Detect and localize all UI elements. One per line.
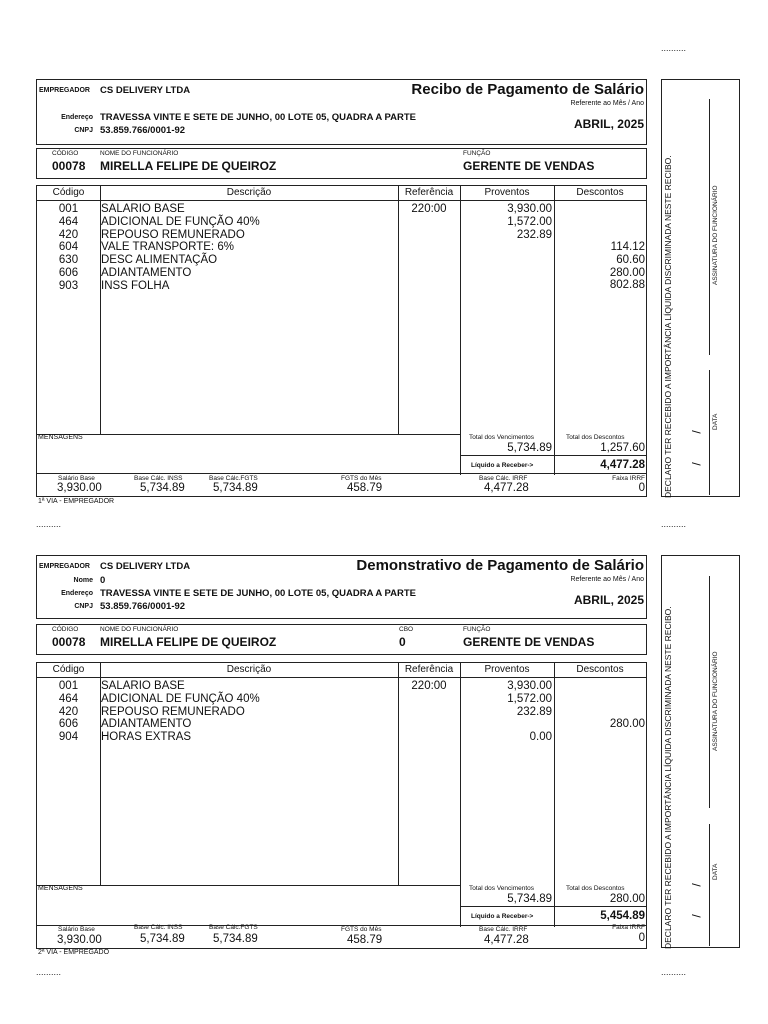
row-deduction: 280.00 [609,718,645,730]
row-code: 604 [58,241,79,254]
row-code: 001 [58,680,79,692]
items-table [36,662,647,926]
document-title: Recibo de Pagamento de Salário [411,81,644,98]
col-description-header: Descrição [226,664,272,675]
row-earning: 3,930.00 [507,680,552,692]
row-reference: 220:00 [411,680,447,692]
footer-label: FGTS do Mês [341,926,382,933]
row-code: 630 [58,254,79,267]
copy-label: 2ª VIA - EMPREGADO [38,949,110,956]
row-earning: 232.89 [516,228,552,241]
address-label: Endereço [61,114,93,121]
row-code: 606 [58,718,79,731]
col-divider [398,663,399,885]
row-description: ADIANTAMENTO [101,266,192,279]
signature-panel [661,79,740,497]
reference-month: ABRIL, 2025 [573,117,644,131]
code-label: CÓDIGO [52,626,79,633]
footer-value: 5,734.89 [213,933,258,945]
employee-function: GERENTE DE VENDAS [463,159,595,173]
row-code: 420 [58,705,79,718]
reference-label: Referente ao Mês / Ano [570,576,644,583]
footer-value: 0 [638,932,645,944]
totals-divider [460,455,646,456]
header-box [36,555,647,619]
footer-value: 4,477.28 [484,934,529,946]
declaration-text: DECLARO TER RECEBIDO A IMPORTÂNCIA LÍQUIDA DISCRIMINADA NESTE RECIBO. [663,155,673,498]
footer-label: Faixa IRRF [612,924,645,931]
row-earning: 1,572.00 [507,692,552,705]
row-code: 606 [58,266,79,279]
row-code: 464 [58,692,79,705]
row-description: SALARIO BASE [101,203,185,215]
total-earnings: 5,734.89 [507,893,552,905]
col-reference-header: Referência [404,187,454,198]
footer-label: Salário Base [58,926,95,933]
col-divider [554,186,555,475]
total-earnings: 5,734.89 [507,442,552,454]
items-table [36,185,647,474]
name-label: Nome [73,577,93,584]
footer-value: 458.79 [347,482,383,494]
row-earning: 0.00 [529,731,552,744]
row-descriptions [101,680,260,744]
code-label: CÓDIGO [52,150,79,157]
footer-value: 3,930.00 [57,934,102,946]
footer-label: Salário Base [58,475,95,482]
footer-label: Faixa IRRF [612,475,645,482]
employee-code: 00078 [52,635,86,649]
cbo-value: 0 [399,635,406,649]
row-references [398,680,460,693]
footer-value: 5,734.89 [140,933,185,945]
row-earnings [460,203,552,241]
row-descriptions [101,203,260,293]
employer-label: EMPREGADOR [39,563,90,570]
row-reference: 220:00 [411,203,447,215]
total-earnings-label: Total dos Vencimentos [469,885,535,892]
footer-value: 0 [638,482,645,494]
employee-name-label: NOME DO FUNCIONÁRIO [100,626,179,633]
cnpj-value: 53.859.766/0001-92 [100,125,186,136]
cut-mark: .......... [36,967,62,977]
function-label: FUNÇÃO [463,626,491,633]
footer-label: Base Cálc. INSS [134,924,183,931]
summary-footer [36,474,647,497]
row-deduction: 802.88 [609,279,645,292]
cnpj-value: 53.859.766/0001-92 [100,601,186,612]
row-earning [460,718,552,731]
col-code-header: Código [52,187,85,198]
row-earning: 3,930.00 [507,203,552,215]
reference-month: ABRIL, 2025 [573,593,644,607]
date-label: DATA [712,413,719,430]
row-description: SALARIO BASE [101,680,185,692]
date-label: DATA [712,863,719,880]
employer-label: EMPREGADOR [39,87,90,94]
date-slash: / [689,430,704,434]
row-description: ADIANTAMENTO [101,718,192,731]
row-description: INSS FOLHA [101,279,170,292]
date-slash: / [689,462,704,466]
cut-mark: .......... [661,43,687,53]
footer-value: 4,477.28 [484,482,529,494]
col-description-header: Descrição [226,187,272,198]
col-earnings-header: Proventos [484,664,530,675]
footer-label: Base Cálc. IRRF [479,926,528,933]
footer-label: FGTS do Mês [341,475,382,482]
row-deduction: 60.60 [616,253,645,266]
header-box [36,79,647,145]
row-earnings [460,680,552,744]
date-slash: / [689,883,704,887]
row-deduction: 114.12 [610,241,645,253]
row-earning: 1,572.00 [507,215,552,228]
employee-box [36,148,647,179]
row-description: ADICIONAL DE FUNÇÃO 40% [101,692,260,705]
signature-panel [661,555,740,948]
footer-value: 5,734.89 [140,482,185,494]
address-value: TRAVESSA VINTE E SETE DE JUNHO, 00 LOTE 05, QUADRA A PARTE [100,112,417,123]
row-code: 464 [58,215,79,228]
signature-line [709,576,710,808]
cnpj-label: CNPJ [74,127,93,134]
row-deduction: 280.00 [609,266,645,279]
row-code: 904 [58,731,79,744]
row-deductions [554,241,645,292]
address-value: TRAVESSA VINTE E SETE DE JUNHO, 00 LOTE 05, QUADRA A PARTE [100,588,417,599]
signature-label: ASSINATURA DO FUNCIONÁRIO [712,651,719,751]
footer-value: 3,930.00 [57,482,102,494]
messages-divider [37,434,460,435]
date-line [709,824,710,946]
messages-label: MENSAGENS [38,885,83,892]
copy-label: 1ª VIA - EMPREGADOR [38,498,115,505]
footer-label: Base Cálc.FGTS [209,924,258,931]
total-deductions-label: Total dos Descontos [566,434,625,441]
row-description: DESC ALIMENTAÇÃO [101,254,218,267]
messages-label: MENSAGENS [38,434,83,441]
row-references [398,203,460,216]
footer-value: 5,734.89 [213,482,258,494]
address-label: Endereço [61,590,93,597]
row-description: ADICIONAL DE FUNÇÃO 40% [101,215,260,228]
row-description: REPOUSO REMUNERADO [101,705,245,718]
row-codes [37,680,100,744]
col-deductions-header: Descontos [576,187,624,198]
row-earning: 232.89 [516,705,552,718]
cbo-label: CBO [399,626,414,633]
footer-label: Base Cálc.FGTS [209,475,258,482]
row-description: HORAS EXTRAS [101,731,192,744]
employer-name: CS DELIVERY LTDA [100,85,191,96]
document-title: Demonstrativo de Pagamento de Salário [356,557,644,574]
employee-function: GERENTE DE VENDAS [463,635,595,649]
net-pay-label: Líquido a Receber-> [471,913,534,920]
cut-mark: .......... [661,967,687,977]
summary-footer [36,926,647,949]
total-deductions: 280.00 [609,893,645,905]
cut-mark: .......... [661,519,687,529]
footer-value: 458.79 [347,934,383,946]
col-code-header: Código [52,664,85,675]
total-earnings-label: Total dos Vencimentos [469,434,535,441]
reference-label: Referente ao Mês / Ano [570,100,644,107]
row-code: 420 [58,228,79,241]
row-code: 903 [58,279,79,292]
col-earnings-header: Proventos [484,187,530,198]
employer-name: CS DELIVERY LTDA [100,561,191,572]
employee-name: MIRELLA FELIPE DE QUEIROZ [100,159,277,173]
signature-line [709,99,710,355]
net-pay: 5,454.89 [600,910,645,922]
col-deductions-header: Descontos [576,664,624,675]
col-reference-header: Referência [404,664,454,675]
cnpj-label: CNPJ [74,603,93,610]
col-divider [398,186,399,434]
employee-name: MIRELLA FELIPE DE QUEIROZ [100,635,277,649]
messages-divider [37,885,460,886]
row-codes [37,203,100,293]
row-code: 001 [58,203,79,215]
date-line [709,370,710,495]
function-label: FUNÇÃO [463,150,491,157]
employee-code: 00078 [52,159,86,173]
row-description: VALE TRANSPORTE: 6% [101,241,234,254]
net-pay: 4,477.28 [600,459,645,471]
employee-name-label: NOME DO FUNCIONÁRIO [100,150,179,157]
declaration-text: DECLARO TER RECEBIDO A IMPORTÂNCIA LÍQUIDA DISCRIMINADA NESTE RECIBO. [663,606,673,949]
col-divider [554,663,555,927]
name-value: 0 [100,575,106,586]
date-slash: / [689,914,704,918]
row-description: REPOUSO REMUNERADO [101,228,245,241]
total-deductions-label: Total dos Descontos [566,885,625,892]
footer-label: Base Cálc. IRRF [479,475,528,482]
net-pay-label: Líquido a Receber-> [471,462,534,469]
totals-divider [460,906,646,907]
signature-label: ASSINATURA DO FUNCIONÁRIO [712,185,719,285]
row-deductions [554,718,645,731]
total-deductions: 1,257.60 [600,442,645,454]
employee-box [36,624,647,655]
cut-mark: .......... [36,519,62,529]
footer-label: Base Cálc. INSS [134,475,183,482]
